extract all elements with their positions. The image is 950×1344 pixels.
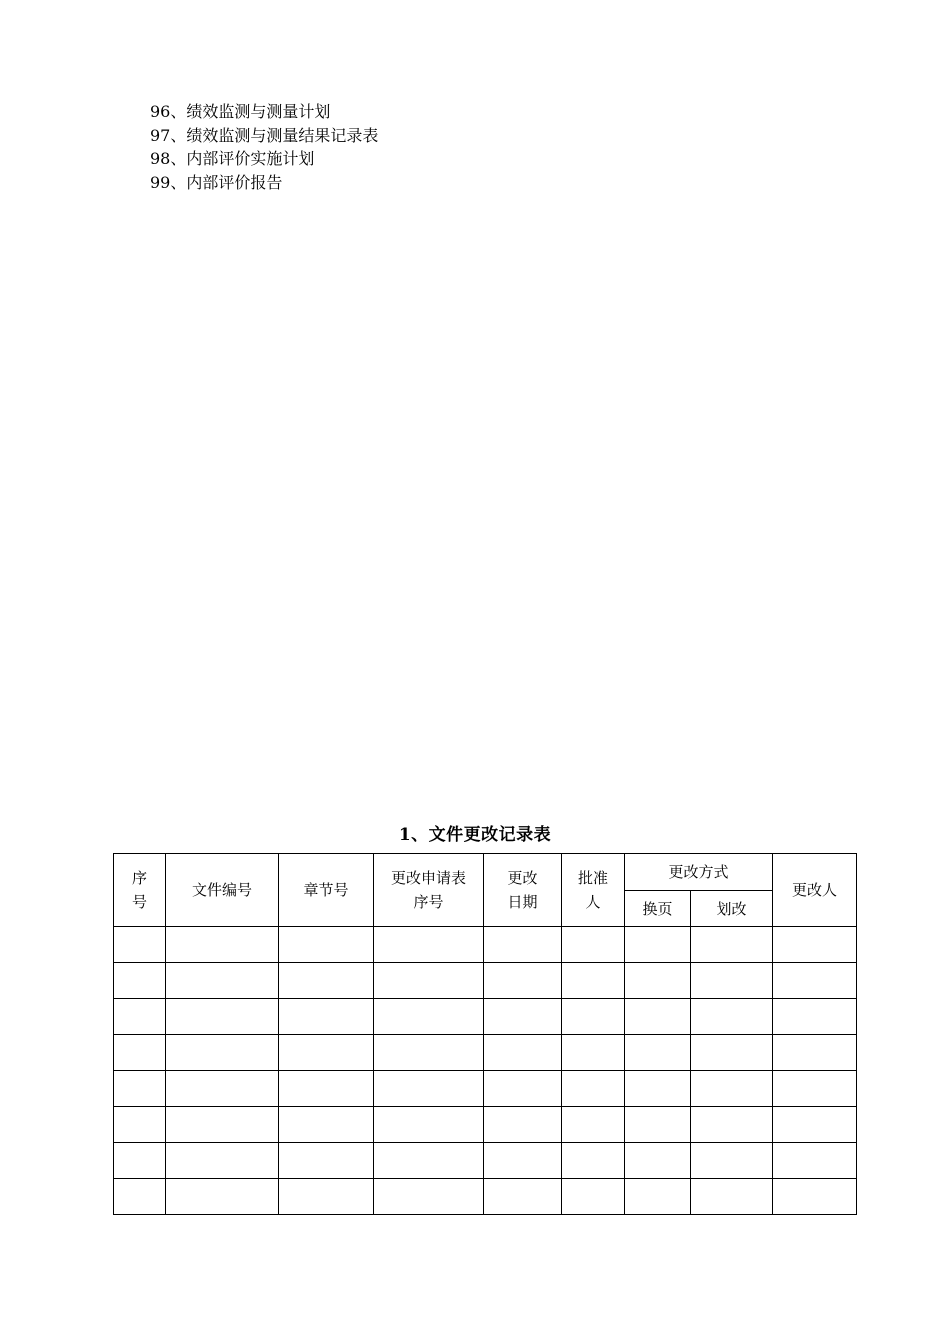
table-cell[interactable] xyxy=(374,1179,484,1215)
table-cell[interactable] xyxy=(114,963,166,999)
table-cell[interactable] xyxy=(562,1179,625,1215)
table-row xyxy=(114,927,857,963)
table-cell[interactable] xyxy=(562,927,625,963)
table-cell[interactable] xyxy=(166,1107,279,1143)
table-cell[interactable] xyxy=(374,1143,484,1179)
table-cell[interactable] xyxy=(625,1035,691,1071)
table-cell[interactable] xyxy=(166,1179,279,1215)
table-cell[interactable] xyxy=(773,1071,857,1107)
table-row xyxy=(114,999,857,1035)
table-cell[interactable] xyxy=(484,1107,562,1143)
header-method-mark: 划改 xyxy=(691,891,773,927)
table-cell[interactable] xyxy=(625,1107,691,1143)
table-cell[interactable] xyxy=(484,1143,562,1179)
table-cell[interactable] xyxy=(374,1071,484,1107)
table-cell[interactable] xyxy=(279,1107,374,1143)
table-cell[interactable] xyxy=(166,963,279,999)
table-cell[interactable] xyxy=(279,1035,374,1071)
toc-item: 97、绩效监测与测量结果记录表 xyxy=(150,125,379,145)
table-cell[interactable] xyxy=(691,1179,773,1215)
table-cell[interactable] xyxy=(625,999,691,1035)
table-cell[interactable] xyxy=(484,1035,562,1071)
table-cell[interactable] xyxy=(562,1107,625,1143)
table-cell[interactable] xyxy=(279,927,374,963)
toc-list xyxy=(150,100,378,194)
toc-item: 96、绩效监测与测量计划 xyxy=(150,102,331,121)
table-cell[interactable] xyxy=(114,1143,166,1179)
table-cell[interactable] xyxy=(773,1179,857,1215)
toc-item: 98、内部评价实施计划 xyxy=(150,149,315,168)
table-cell[interactable] xyxy=(562,1143,625,1179)
table-cell[interactable] xyxy=(279,999,374,1035)
table-row xyxy=(114,1107,857,1143)
table-cell[interactable] xyxy=(484,963,562,999)
table-cell[interactable] xyxy=(484,1179,562,1215)
table-cell[interactable] xyxy=(562,999,625,1035)
table-cell[interactable] xyxy=(374,963,484,999)
table-cell[interactable] xyxy=(691,963,773,999)
table-cell[interactable] xyxy=(773,927,857,963)
table-cell[interactable] xyxy=(166,999,279,1035)
table-cell[interactable] xyxy=(773,1035,857,1071)
table-cell[interactable] xyxy=(114,1071,166,1107)
table-title: 1、文件更改记录表 xyxy=(398,825,552,845)
table-cell[interactable] xyxy=(691,1071,773,1107)
document-change-record-table xyxy=(113,853,857,1215)
table-cell[interactable] xyxy=(691,999,773,1035)
table-body xyxy=(114,927,857,1215)
header-seq: 序 号 xyxy=(114,854,166,927)
table-cell[interactable] xyxy=(691,1107,773,1143)
table-cell[interactable] xyxy=(279,1179,374,1215)
table-cell[interactable] xyxy=(279,963,374,999)
table-cell[interactable] xyxy=(166,1035,279,1071)
table-row xyxy=(114,1143,857,1179)
table-cell[interactable] xyxy=(691,927,773,963)
table-cell[interactable] xyxy=(166,1071,279,1107)
table-cell[interactable] xyxy=(114,1035,166,1071)
toc-item: 99、内部评价报告 xyxy=(150,172,283,192)
table-cell[interactable] xyxy=(166,927,279,963)
header-request-no: 更改申请表 序号 xyxy=(374,854,484,927)
table-row xyxy=(114,963,857,999)
table-cell[interactable] xyxy=(374,999,484,1035)
table-cell[interactable] xyxy=(773,963,857,999)
table-cell[interactable] xyxy=(773,1107,857,1143)
table-cell[interactable] xyxy=(166,1143,279,1179)
header-changer: 更改人 xyxy=(773,854,857,927)
table-cell[interactable] xyxy=(625,1143,691,1179)
table-cell[interactable] xyxy=(374,1035,484,1071)
table-cell[interactable] xyxy=(691,1143,773,1179)
table-cell[interactable] xyxy=(374,1107,484,1143)
table-cell[interactable] xyxy=(625,1071,691,1107)
table-cell[interactable] xyxy=(625,1179,691,1215)
table-cell[interactable] xyxy=(114,1107,166,1143)
header-method: 更改方式 xyxy=(625,854,773,891)
table-cell[interactable] xyxy=(773,1143,857,1179)
table-cell[interactable] xyxy=(484,1071,562,1107)
table-cell[interactable] xyxy=(484,999,562,1035)
header-change-date: 更改 日期 xyxy=(484,854,562,927)
table-cell[interactable] xyxy=(279,1143,374,1179)
table-cell[interactable] xyxy=(279,1071,374,1107)
header-section-no: 章节号 xyxy=(279,854,374,927)
table-cell[interactable] xyxy=(114,999,166,1035)
table-cell[interactable] xyxy=(114,927,166,963)
table-row xyxy=(114,1071,857,1107)
table-cell[interactable] xyxy=(114,1179,166,1215)
table-row xyxy=(114,1035,857,1071)
table-cell[interactable] xyxy=(773,999,857,1035)
table-cell[interactable] xyxy=(625,963,691,999)
header-approver: 批准 人 xyxy=(562,854,625,927)
table-cell[interactable] xyxy=(625,927,691,963)
table-cell[interactable] xyxy=(691,1035,773,1071)
table-cell[interactable] xyxy=(374,927,484,963)
table-cell[interactable] xyxy=(562,963,625,999)
header-method-replace: 换页 xyxy=(625,891,691,927)
table-cell[interactable] xyxy=(562,1071,625,1107)
header-doc-no: 文件编号 xyxy=(166,854,279,927)
table-cell[interactable] xyxy=(562,1035,625,1071)
table-cell[interactable] xyxy=(484,927,562,963)
table-row xyxy=(114,1179,857,1215)
